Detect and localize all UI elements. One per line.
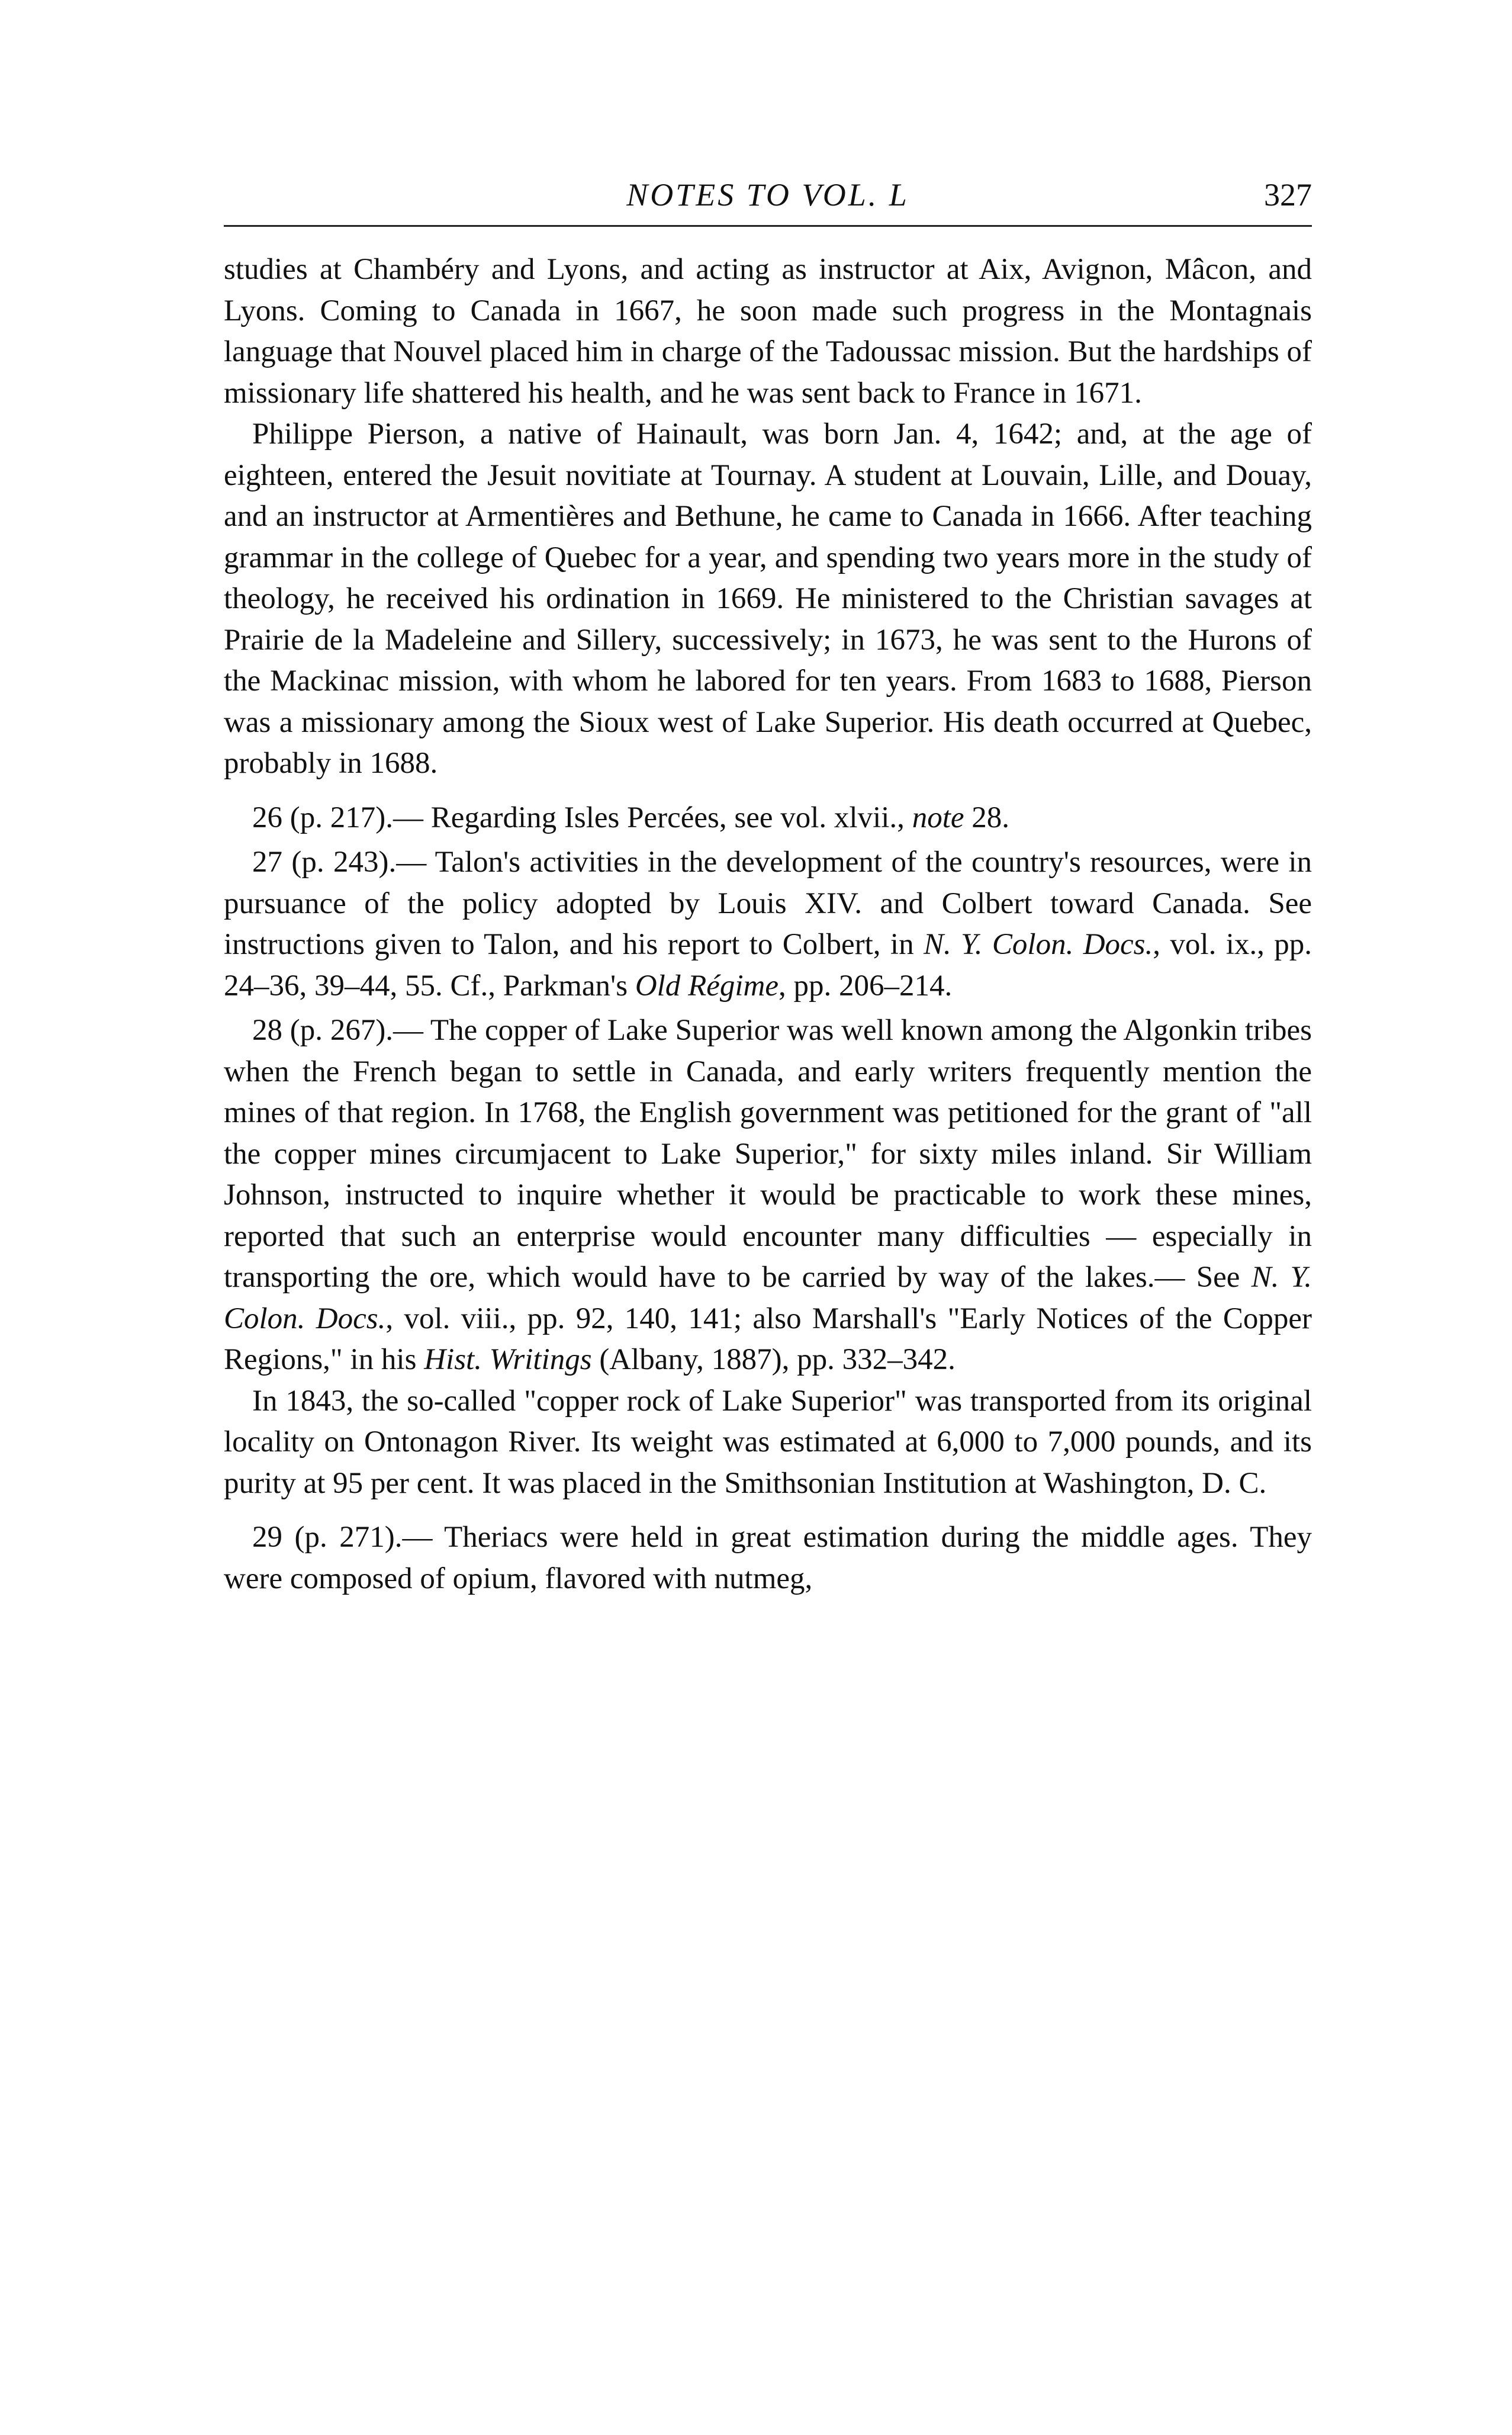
- note-28-source: N. Y. Colon. Docs.: [224, 1261, 1312, 1335]
- note-26: [224, 798, 1312, 839]
- note-26-ref: note: [912, 801, 964, 834]
- note-28-mid: , vol. viii., pp. 92, 140, 141; also Marshall's "Early Notices of the Copper Regions," in his: [224, 1302, 1312, 1376]
- note-26-text: 26 (p. 217).— Regarding Isles Percées, see vol. xlvii.,: [252, 801, 912, 834]
- paragraph-pierson: Philippe Pierson, a native of Hainault, was born Jan. 4, 1642; and, at the age of eighteen, entered the Jesuit novitiate at Tournay. A student at Louvain, Lille, and Douay, and an instructor at Armentières and Bethune, he came to Canada in 1666. After teaching grammar in the college of Quebec for a year, and spending two years more in the study of theology, he received his ordination in 1669. He ministered to the Christian savages at Prairie de la Madeleine and Sillery, successively; in 1673, he was sent to the Hurons of the Mackinac mission, with whom he labored for ten years. From 1683 to 1688, Pierson was a missionary among the Sioux west of Lake Superior. His death occurred at Quebec, probably in 1688.: [224, 417, 1312, 780]
- note-27-tail: , pp. 206–214.: [778, 969, 953, 1003]
- paragraph-copper-rock: In 1843, the so-called "copper rock of Lake Superior" was transported from its original locality on Ontonagon River. Its weight was estimated at 6,000 to 7,000 pounds, and its purity at 95 per cent. It was placed in the Smithsonian Institution at Washington, D. C.: [224, 1384, 1312, 1500]
- note-28: [224, 1010, 1312, 1381]
- note-29: 29 (p. 271).— Theriacs were held in great estimation during the middle ages. They were composed of opium, flavored with nutmeg,: [224, 1521, 1312, 1595]
- paragraph-continued: studies at Chambéry and Lyons, and acting as instructor at Aix, Avignon, Mâcon, and Lyons. Coming to Canada in 1667, he soon made such progress in the Montagnais language that Nouvel placed him in charge of the Tadoussac mission. But the hardships of missionary life shattered his health, and he was sent back to France in 1671.: [224, 253, 1312, 410]
- note-28-text: 28 (p. 267).— The copper of Lake Superior was well known among the Algonkin tribes when the French began to settle in Canada, and early writers frequently mention the mines of that region. In 1768, the English government was petitioned for the grant of "all the copper mines circumjacent to Lake Superior," for sixty miles inland. Sir William Johnson, instructed to inquire whether it would be practicable to work these mines, reported that such an enterprise would encounter many difficulties — especially in transporting the ore, which would have to be carried by way of the lakes.— See: [224, 1014, 1312, 1294]
- note-28-tail: (Albany, 1887), pp. 332–342.: [591, 1343, 956, 1376]
- note-26-tail: 28.: [964, 801, 1009, 834]
- running-head: [224, 160, 1312, 225]
- note-27-source: N. Y. Colon. Docs.: [923, 928, 1153, 961]
- book-page: [224, 160, 1312, 1599]
- running-title: NOTES TO VOL. L: [626, 177, 909, 213]
- note-27-text: 27 (p. 243).— Talon's activities in the development of the country's resources, were in pursuance of the policy adopted by Louis XIV. and Colbert toward Canada. See instructions given to Talon, and his report to Colbert, in: [224, 846, 1312, 961]
- page-number: 327: [1264, 177, 1312, 213]
- note-27: [224, 842, 1312, 1007]
- note-27-source-2: Old Régime: [635, 969, 779, 1003]
- note-28-source-2: Hist. Writings: [424, 1343, 592, 1376]
- note-27-mid: , vol. ix., pp. 24–36, 39–44, 55. Cf., Parkman's: [224, 928, 1312, 1003]
- body-text: [224, 249, 1312, 1599]
- header-rule: [224, 225, 1312, 227]
